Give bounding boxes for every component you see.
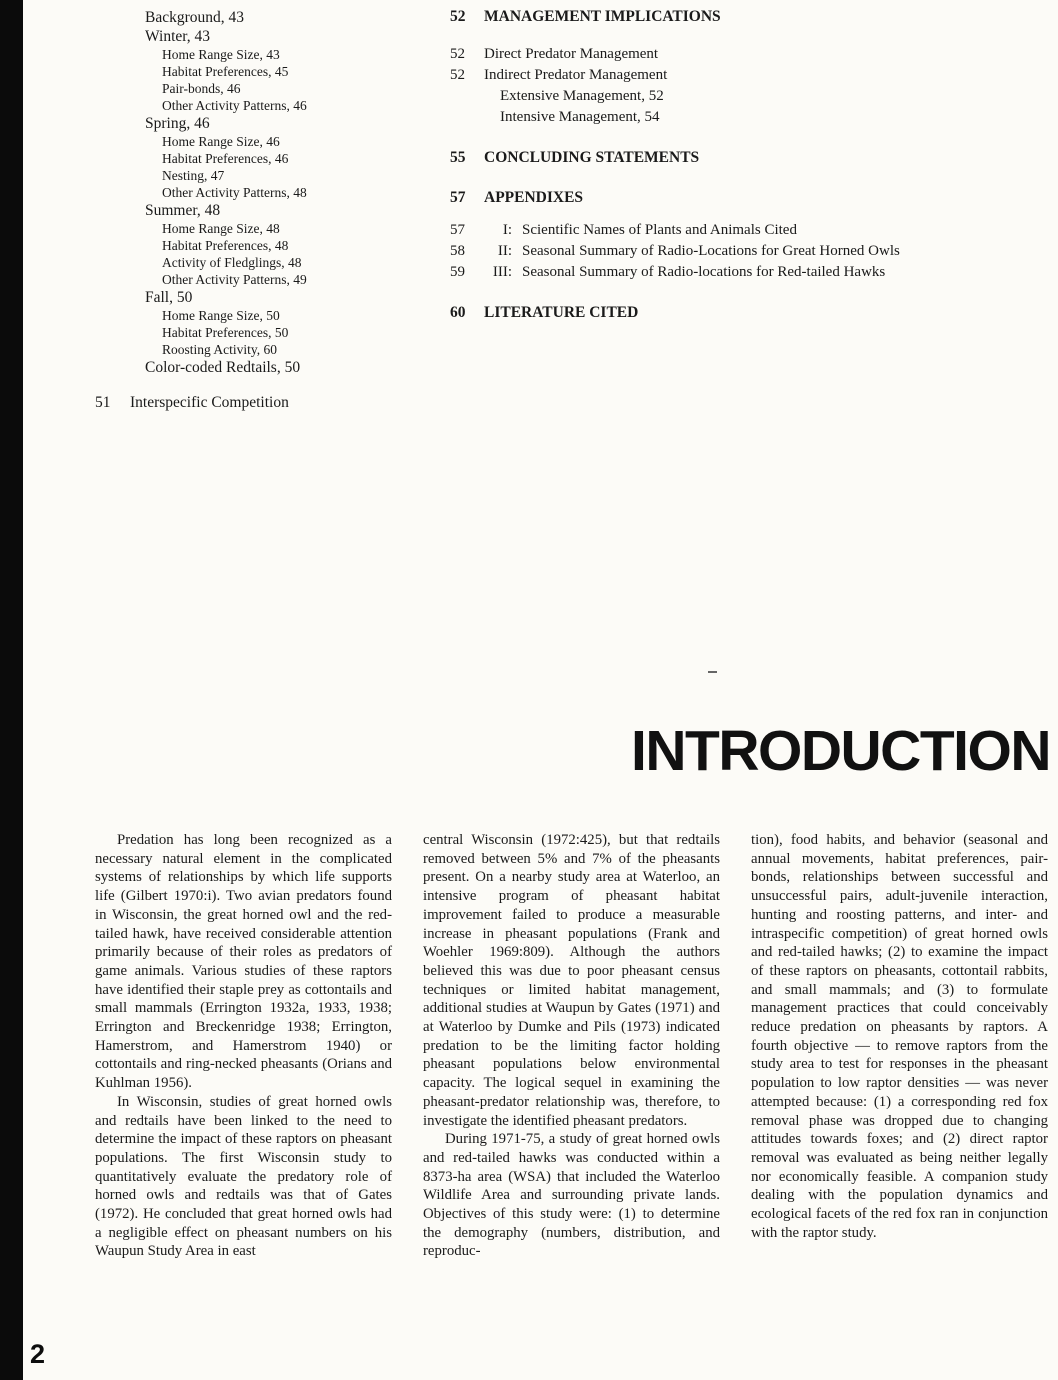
body-column-1 (95, 831, 392, 1261)
toc-subitem: Habitat Preferences, 45 (162, 64, 289, 79)
toc-item-label: Seasonal Summary of Radio-Locations for Great Horned Owls (522, 243, 900, 259)
toc-item: Winter, 43 (145, 28, 211, 45)
toc-item-label: Seasonal Summary of Radio-locations for Red-tailed Hawks (522, 264, 886, 280)
toc-item: Spring, 46 (145, 115, 210, 132)
toc-subitem: Pair-bonds, 46 (162, 81, 241, 96)
toc-item-label: Interspecific Competition (130, 394, 289, 411)
toc-heading (450, 187, 902, 208)
paragraph: Predation has long been recognized as a necessary natural element in the complicated systems of relationships by which life supports life (Gilbert 1970:i). Two avian predators found in Wisconsin, the great horned owl and the red-tailed hawk, have received considerable attention primarily because of their roles as predators of game animals. Various studies of these raptors have identified their staple prey as cottontails and small mammals (Errington 1932a, 1933, 1938; Errington and Breckenridge 1938; Errington, Hamerstrom, and Hamerstrom 1940) or cottontails and ring-necked pheasants (Orians and Kuhlman 1956). (95, 832, 392, 1092)
toc-item (450, 65, 902, 86)
toc-item: Background, 43 (145, 9, 245, 26)
paragraph-continued: central Wisconsin (1972:425), but that redtails removed between 5% and 7% of the pheasants present. On a nearby study area at Waterloo, an intensive program of pheasant habitat improvement failed to produce a measurable increase in pheasant populations (Frank and Woehler 1969:809). Although the authors believed this was due to poor pheasant census techniques or limited habitat management, additional studies at Waupun by Gates (1971) and at Waterloo by Dumke and Pils (1973) indicated predation to be the limiting factor holding pheasant populations below environmental capacity. The logical sequel in examining the pheasant-predator relationship was, therefore, to investigate the identified pheasant predators. (423, 832, 720, 1129)
toc-page-number: 55 (450, 149, 466, 166)
toc-appendix-item (450, 262, 902, 283)
toc-heading-label: APPENDIXES (484, 189, 584, 206)
appendix-numeral: I: (502, 222, 512, 238)
toc-subitem: Home Range Size, 46 (162, 134, 280, 149)
toc-subitem: Roosting Activity, 60 (162, 342, 278, 357)
toc-item-label: Direct Predator Management (484, 46, 659, 62)
paragraph-continued: tion), food habits, and behavior (seasonal and annual movements, habitat preferences, pair-bonds, relationships between successful and unsuccessful pairs, adult-juvenile interaction, hunting and roosting patterns, and inter- and intraspecific competition) of great horned owls and red-tailed hawks; (2) to examine the impact of these raptors on pheasants, cottontail rabbits, and small mammals; and (3) to formulate management practices that could conceivably reduce predation on pheasants by raptors. A fourth objective — to remove raptors from the study area to test for responses in the pheasant population to low raptor densities — was never attempted because: (1) a corresponding red fox removal phase was dropped due to changing attitudes towards foxes; and (2) direct raptor removal was evaluated as being neither legally nor economically feasible. A companion study dealing with the population dynamics and ecological facets of the red fox ran in conjunction with the raptor study. (751, 832, 1048, 1241)
toc-page-number: 52 (450, 8, 466, 25)
toc-heading (450, 302, 902, 323)
toc-item (450, 44, 902, 65)
toc-page-number: 51 (95, 394, 111, 411)
toc-page-number: 57 (450, 222, 465, 238)
toc-subitem: Habitat Preferences, 46 (162, 151, 289, 166)
toc-item: Fall, 50 (145, 289, 193, 306)
paragraph: In Wisconsin, studies of great horned owls and redtails have been linked to the need to determine the impact of these raptors on pheasant populations. The first Wisconsin study to quantitatively evaluate the predatory role of horned owls and redtails was that of Gates (1972). He concluded that great horned owls had a negligible effect on pheasant numbers on his Waupun Study Area in east (95, 1093, 392, 1260)
body-column-3 (751, 831, 1048, 1261)
toc-subitem (450, 86, 902, 107)
toc-subitem: Nesting, 47 (162, 168, 225, 183)
toc-page-number: 59 (450, 264, 465, 280)
toc-heading (450, 147, 902, 168)
toc-item: Summer, 48 (145, 202, 221, 219)
toc-heading (450, 6, 902, 27)
toc-appendix-item (450, 241, 902, 262)
toc-page-number: 60 (450, 304, 466, 321)
toc-subitem: Other Activity Patterns, 46 (162, 98, 307, 113)
toc-subitem: Other Activity Patterns, 49 (162, 272, 307, 287)
toc-page-number: 52 (450, 46, 465, 62)
toc-page-number: 58 (450, 243, 465, 259)
toc-item-label: Indirect Predator Management (484, 67, 668, 83)
toc-item-interspecific-competition (95, 394, 289, 412)
toc-heading-label: MANAGEMENT IMPLICATIONS (484, 8, 721, 25)
toc-page-number: 52 (450, 67, 465, 83)
toc-item: Color-coded Redtails, 50 (145, 359, 301, 376)
toc-subitem: Habitat Preferences, 48 (162, 238, 289, 253)
toc-left-column (145, 8, 425, 377)
toc-subitem: Activity of Fledglings, 48 (162, 255, 302, 270)
section-title-introduction: INTRODUCTION (631, 719, 1050, 783)
toc-appendix-item (450, 220, 902, 241)
scan-artifact (708, 671, 717, 673)
toc-subitem-label: Intensive Management, 54 (500, 109, 660, 125)
toc-subitem-label: Extensive Management, 52 (500, 88, 664, 104)
page-number: 2 (30, 1339, 46, 1369)
appendix-numeral: II: (497, 243, 512, 259)
toc-subitem: Other Activity Patterns, 48 (162, 185, 307, 200)
toc-subitem: Home Range Size, 48 (162, 221, 280, 236)
toc-subitem: Habitat Preferences, 50 (162, 325, 289, 340)
paragraph: During 1971-75, a study of great horned owls and red-tailed hawks was conducted within a 8373-ha area (WSA) that included the Waterloo Wildlife Area and surrounding private lands. Objectives of this study were: (1) to determine the demography (numbers, distribution, and reproduc- (423, 1131, 720, 1260)
scan-edge-bar (0, 0, 23, 1380)
toc-item-label: Scientific Names of Plants and Animals Cited (522, 222, 797, 238)
toc-subitem: Home Range Size, 50 (162, 308, 280, 323)
toc-subitem (450, 107, 902, 128)
toc-heading-label: CONCLUDING STATEMENTS (484, 149, 700, 166)
toc-subitem: Home Range Size, 43 (162, 47, 280, 62)
toc-right-column (450, 6, 902, 323)
introduction-body (95, 831, 1048, 1261)
body-column-2 (423, 831, 720, 1261)
toc-heading-label: LITERATURE CITED (484, 304, 639, 321)
appendix-numeral: III: (492, 264, 512, 280)
toc-page-number: 57 (450, 189, 466, 206)
